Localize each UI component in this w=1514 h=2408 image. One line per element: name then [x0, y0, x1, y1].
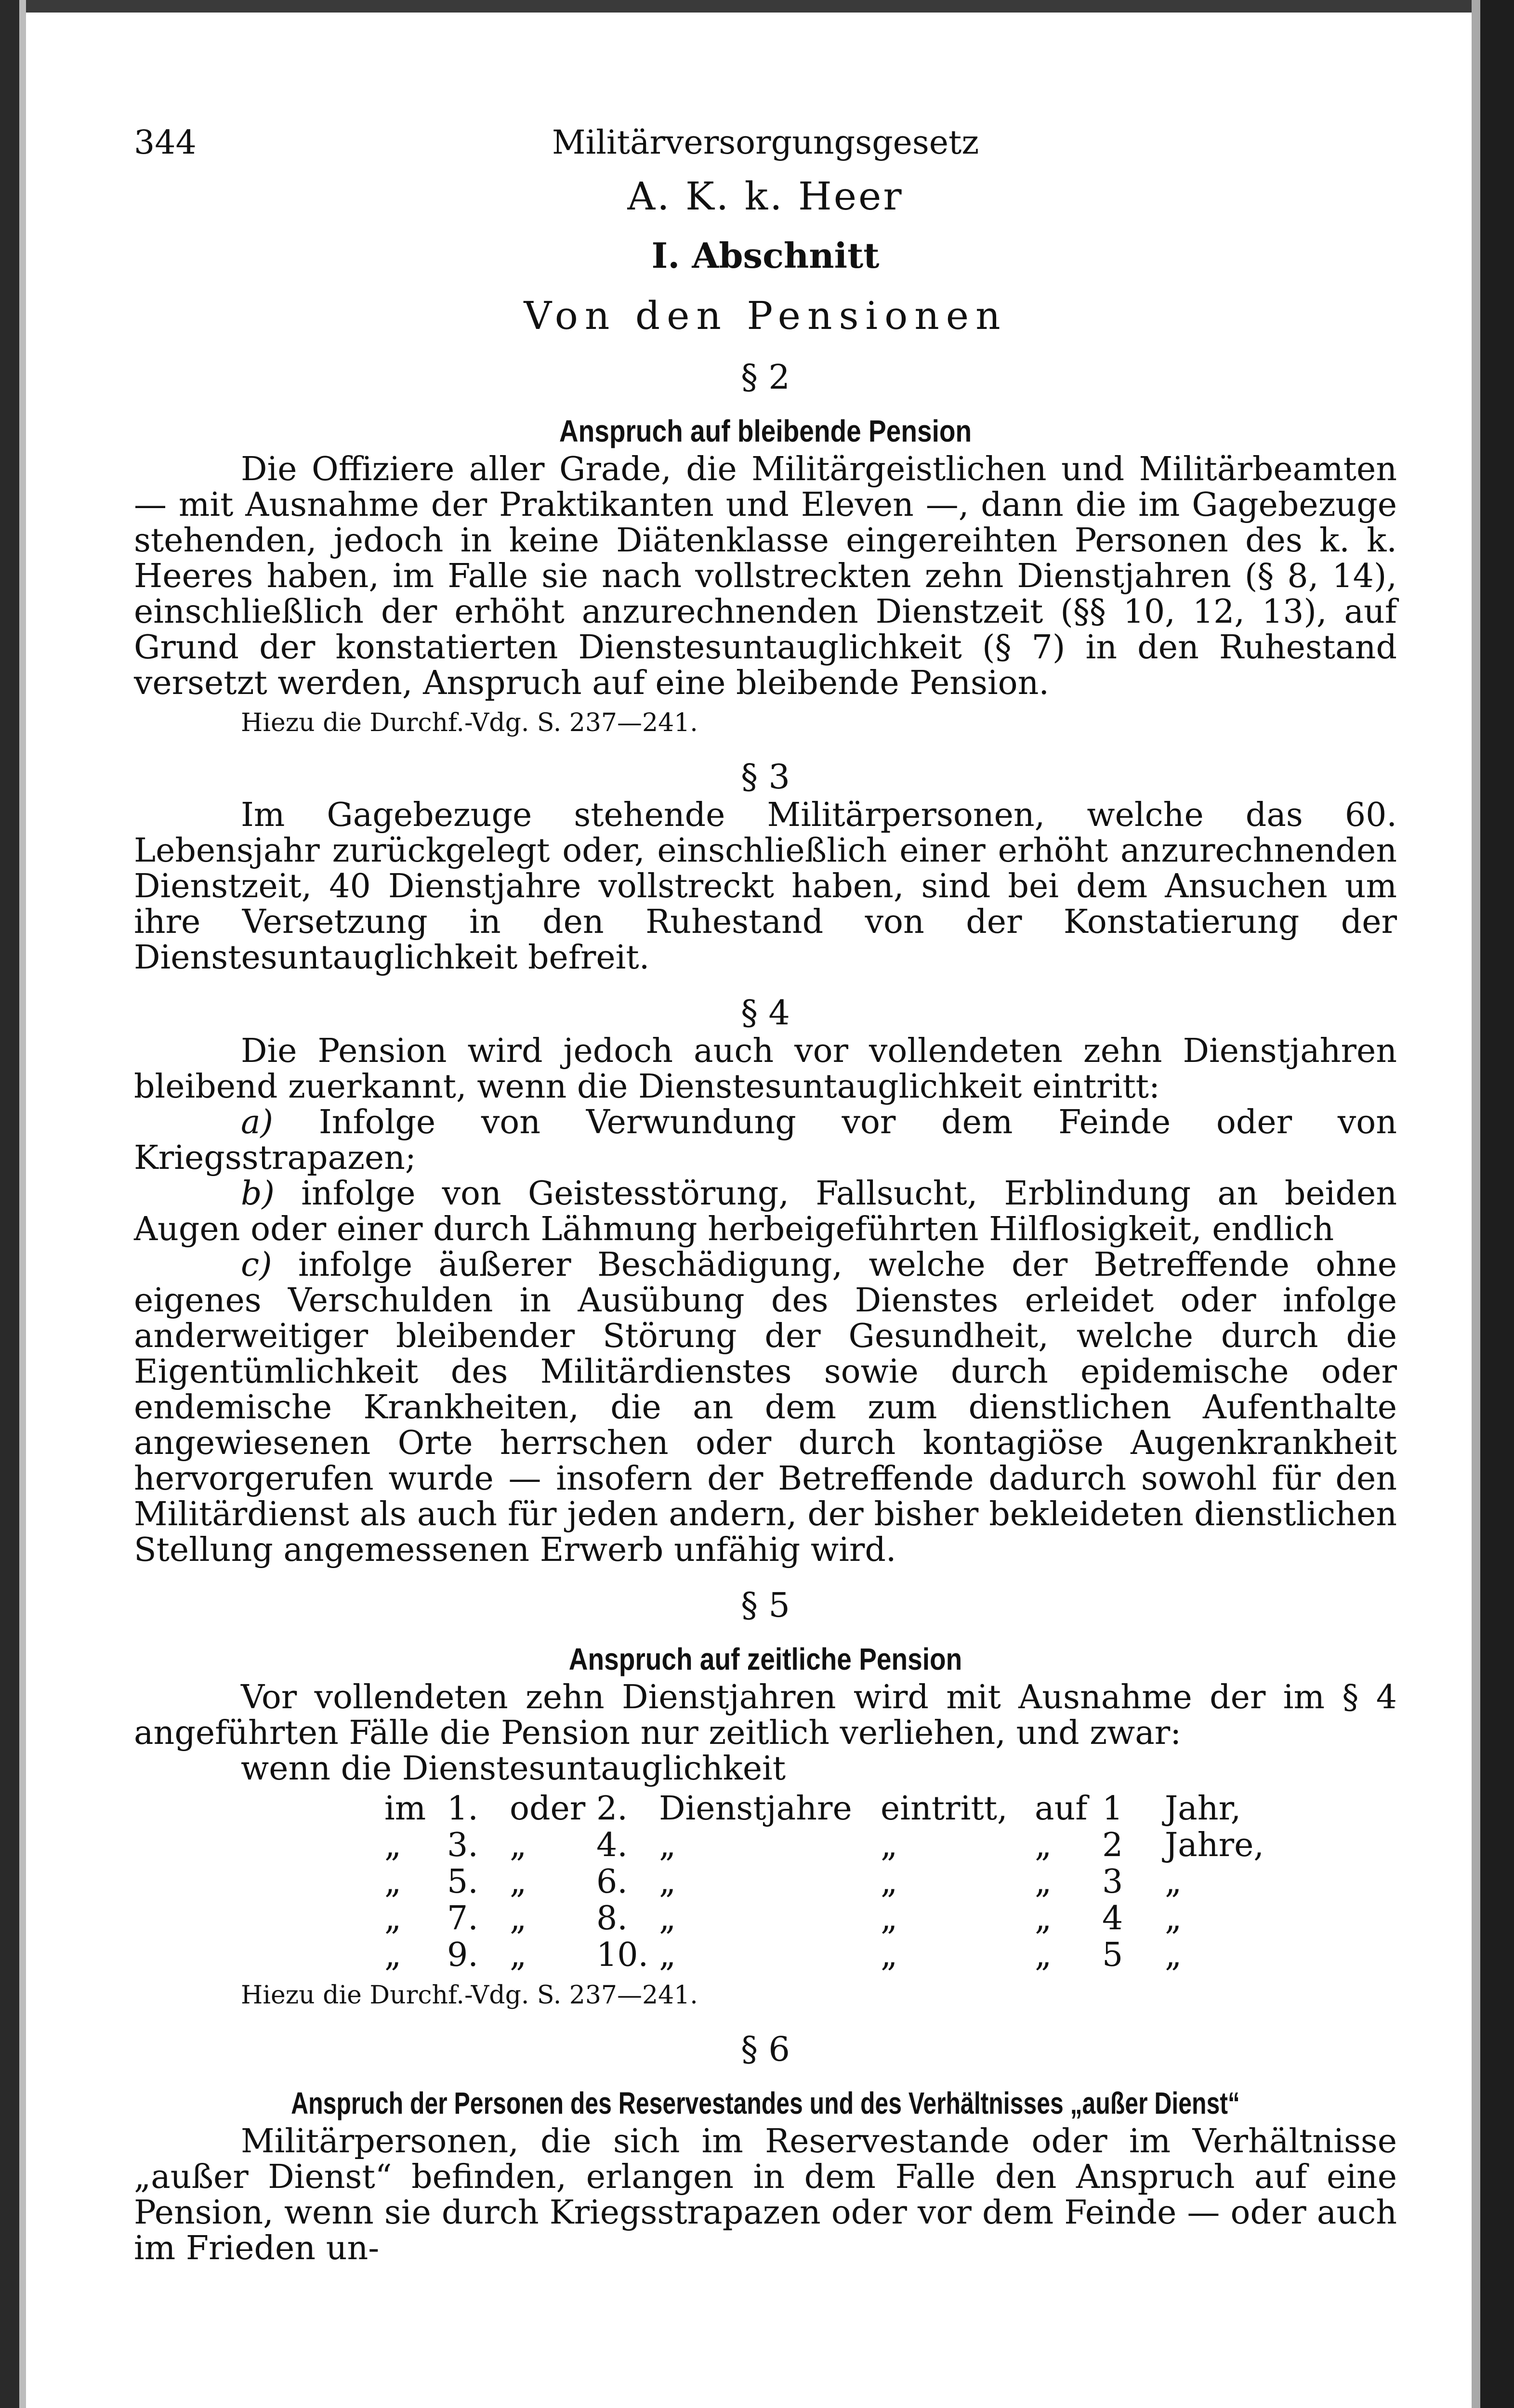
- table-cell: „: [659, 1826, 676, 1864]
- table-cell: „: [1035, 1826, 1052, 1864]
- paragraph-5-lead: wenn die Dienstesuntauglichkeit: [241, 1750, 786, 1788]
- table-cell: 2: [1102, 1826, 1123, 1864]
- table-cell: „: [1035, 1899, 1052, 1937]
- paragraph-5-text: Vor vollendeten zehn Dienstjahren wird mit Ausnahme der im § 4 angeführten Fälle die Pension nur zeitlich verliehen, und zwar:: [134, 1678, 1397, 1752]
- list-text-b: infolge von Geistesstörung, Fallsucht, Erblindung an beiden Augen oder einer durch Lähmung herbeigeführten Hilflosigkeit, endlich: [134, 1175, 1397, 1248]
- table-cell: Dienstjahre: [659, 1790, 852, 1828]
- table-cell: 1: [1102, 1790, 1123, 1828]
- scan-right-shadow: [1472, 0, 1480, 2408]
- table-cell: „: [510, 1936, 527, 1974]
- table-cell: „: [881, 1863, 898, 1901]
- table-cell: „: [1165, 1899, 1182, 1937]
- table-row: [384, 1864, 1397, 1900]
- table-cell: „: [384, 1826, 402, 1864]
- table-cell: „: [659, 1936, 676, 1974]
- document-page: [134, 111, 1397, 2266]
- table-cell: „: [510, 1863, 527, 1901]
- paragraph-sign-4: § 4: [741, 993, 790, 1033]
- table-cell: „: [1165, 1936, 1182, 1974]
- table-row: [384, 1827, 1397, 1864]
- paragraph-sign-6: § 6: [741, 2029, 790, 2069]
- page-header: [134, 111, 1397, 162]
- table-cell: „: [510, 1826, 527, 1864]
- table-cell: 8.: [596, 1899, 628, 1937]
- section-heading-5: Anspruch auf zeitliche Pension: [568, 1642, 962, 1676]
- paragraph-sign-3: § 3: [741, 757, 790, 797]
- chapter-title: Von den Pensionen: [524, 293, 1007, 338]
- scan-top-edge: [0, 0, 1514, 13]
- table-cell: „: [1035, 1936, 1052, 1974]
- table-cell: 6.: [596, 1863, 628, 1901]
- table-cell: 2.: [596, 1790, 628, 1828]
- list-label-b: b): [241, 1175, 275, 1213]
- table-cell: 4.: [596, 1826, 628, 1864]
- table-cell: 3.: [447, 1826, 478, 1864]
- part-title: A. K. k. Heer: [627, 174, 904, 219]
- scan-left-shadow: [19, 0, 26, 2408]
- table-cell: „: [881, 1936, 898, 1974]
- table-cell: 7.: [447, 1899, 478, 1937]
- list-item-b: [134, 1176, 1397, 1247]
- list-item-c: [134, 1247, 1397, 1568]
- list-label-c: c): [241, 1246, 272, 1284]
- table-row: [384, 1937, 1397, 1974]
- running-title: Militärversorgungsgesetz: [552, 124, 979, 162]
- table-cell: eintritt,: [881, 1790, 1008, 1828]
- paragraph-3-text: Im Gagebezuge stehende Militärpersonen, welche das 60. Lebensjahr zurückgelegt oder, einschließlich einer erhöht anzurechnenden Dienstzeit, 40 Dienstjahre vollstreckt haben, sind bei dem Ansuchen um ihre Versetzung in den Ruhestand von der Konstatierung der Dienstesuntauglichkeit befreit.: [134, 796, 1397, 977]
- table-cell: 9.: [447, 1936, 478, 1974]
- section-heading-6: Anspruch der Personen des Reservestandes und des Verhältnisses „außer Dienst“: [291, 2086, 1240, 2120]
- table-cell: „: [1165, 1863, 1182, 1901]
- scan-right-edge: [1480, 0, 1514, 2408]
- table-cell: 5.: [447, 1863, 478, 1901]
- table-cell: „: [384, 1936, 402, 1974]
- pension-duration-table: [384, 1791, 1397, 1974]
- table-row: [384, 1791, 1397, 1827]
- paragraph-2-text: Die Offiziere aller Grade, die Militärgeistlichen und Militärbeamten — mit Ausnahme der Praktikanten und Eleven —, dann die im Gagebezuge stehenden, jedoch in keine Diätenklasse eingereihten Personen des k. k. Heeres haben, im Falle sie nach vollstreckten zehn Dienstjahren (§ 8, 14), einschließlich der erhöht anzurechnenden Dienstzeit (§§ 10, 12, 13), auf Grund der konstatierten Dienstesuntauglichkeit (§ 7) in den Ruhestand versetzt werden, Anspruch auf eine bleibende Pension.: [134, 450, 1397, 702]
- table-cell: „: [659, 1899, 676, 1937]
- list-item-a: [134, 1105, 1397, 1176]
- table-cell: Jahre,: [1165, 1826, 1264, 1864]
- table-cell: 1.: [447, 1790, 478, 1828]
- table-cell: auf: [1035, 1790, 1088, 1828]
- table-cell: „: [510, 1899, 527, 1937]
- paragraph-sign-2: § 2: [741, 357, 790, 397]
- table-cell: „: [881, 1899, 898, 1937]
- table-cell: „: [384, 1863, 402, 1901]
- table-cell: 4: [1102, 1899, 1123, 1937]
- table-row: [384, 1900, 1397, 1937]
- list-text-c: infolge äußerer Beschädigung, welche der Betreffende ohne eigenes Verschulden in Ausübung des Dienstes erleidet oder infolge anderweitiger bleibender Störung der Gesundheit, welche durch die Eigentümlichkeit des Militärdienstes sowie durch epidemische oder endemische Krankheiten, die an dem zum dienstlichen Aufenthalte angewiesenen Orte herrschen oder durch kontagiöse Augenkrankheit hervorgerufen wurde — insofern der Betreffende dadurch sowohl für den Militärdienst als auch für jeden andern, der bisher bekleideten dienstlichen Stellung angemessenen Erwerb unfähig wird.: [134, 1246, 1397, 1569]
- page-number: 344: [134, 124, 197, 162]
- table-cell: 3: [1102, 1863, 1123, 1901]
- scan-left-edge: [0, 0, 19, 2408]
- table-cell: 5: [1102, 1936, 1123, 1974]
- table-cell: im: [384, 1790, 426, 1828]
- paragraph-4-text: Die Pension wird jedoch auch vor vollendeten zehn Dienstjahren bleibend zuerkannt, wenn die Dienstesuntauglichkeit eintritt:: [134, 1032, 1397, 1106]
- reference-note-2: Hiezu die Durchf.-Vdg. S. 237—241.: [241, 708, 698, 737]
- table-cell: Jahr,: [1165, 1790, 1241, 1828]
- table-cell: „: [881, 1826, 898, 1864]
- paragraph-6-text: Militärpersonen, die sich im Reservestande oder im Verhältnisse „außer Dienst“ befinden, erlangen in dem Falle den Anspruch auf eine Pension, wenn sie durch Kriegsstrapazen oder vor dem Feinde — oder auch im Frieden un-: [134, 2122, 1397, 2267]
- table-cell: oder: [510, 1790, 586, 1828]
- section-title: I. Abschnitt: [651, 235, 880, 276]
- table-cell: „: [1035, 1863, 1052, 1901]
- reference-note-5: Hiezu die Durchf.-Vdg. S. 237—241.: [241, 1981, 698, 2010]
- table-cell: „: [659, 1863, 676, 1901]
- paragraph-sign-5: § 5: [741, 1585, 790, 1625]
- list-label-a: a): [241, 1103, 274, 1141]
- section-heading-2: Anspruch auf bleibende Pension: [559, 414, 972, 448]
- table-cell: „: [384, 1899, 402, 1937]
- table-cell: 10.: [596, 1936, 649, 1974]
- list-text-a: Infolge von Verwundung vor dem Feinde oder von Kriegsstrapazen;: [134, 1103, 1397, 1177]
